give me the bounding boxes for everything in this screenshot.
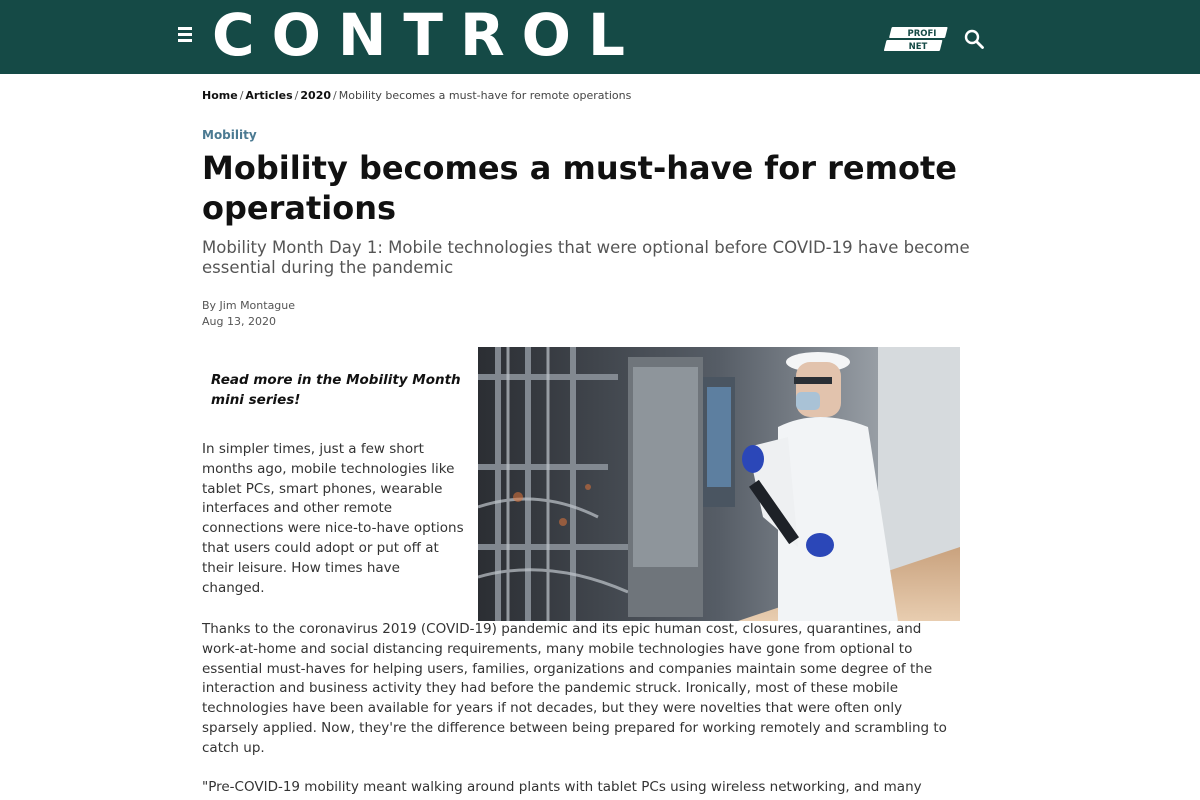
paragraph-2: Thanks to the coronavirus 2019 (COVID-19) pandemic and its epic human cost, closures, quarantines, and work-at-home and social distancing requirements, many mobile technologies have gone from optional to essential must-haves for helping users, families, organizations and companies maintain some degree of the interaction and business activity they had before the pandemic struck. Ironically, most of these mobile technologies have been available for years if not decades, but they were novelties that were often only sparsely applied. Now, they're the difference between being prepared for working remotely and scrambling to catch up. (202, 621, 947, 756)
byline (202, 298, 295, 330)
publish-date: Aug 13, 2020 (202, 315, 276, 328)
paragraph-1: In simpler times, just a few short months ago, mobile technologies like tablet PCs, smart phones, wearable interfaces and other remote connections were nice-to-have options that users could adopt or put off at their leisure. How times have changed. (202, 441, 464, 596)
profinet-top-text: PROFI (907, 29, 937, 39)
breadcrumb: Home / Articles / 2020 / Mobility becomes a must-have for remote operations (202, 89, 632, 102)
mini-series-callout[interactable]: Read more in the Mobility Month mini series! (211, 372, 461, 408)
site-logo[interactable]: CONTROL (212, 1, 642, 69)
site-header (0, 0, 1200, 74)
paragraph-3: "Pre-COVID-19 mobility meant walking around plants with tablet PCs using wireless networking, and many (202, 779, 922, 795)
hamburger-menu-icon[interactable] (178, 27, 192, 43)
hero-image (478, 347, 960, 621)
article-subtitle: Mobility Month Day 1: Mobile technologies that were optional before COVID-19 have become essential during the pandemic (202, 238, 970, 277)
breadcrumb-home[interactable]: Home (202, 89, 238, 102)
profinet-bottom-text: NET (908, 42, 928, 52)
article-title: Mobility becomes a must-have for remote operations (202, 149, 957, 227)
breadcrumb-articles[interactable]: Articles (245, 89, 293, 102)
author[interactable]: By Jim Montague (202, 299, 296, 312)
breadcrumb-current: Mobility becomes a must-have for remote operations (338, 89, 632, 102)
profinet-logo[interactable] (884, 26, 948, 52)
breadcrumb-year[interactable]: 2020 (300, 89, 332, 102)
search-icon[interactable] (964, 29, 984, 49)
category-link[interactable]: Mobility (202, 128, 257, 142)
